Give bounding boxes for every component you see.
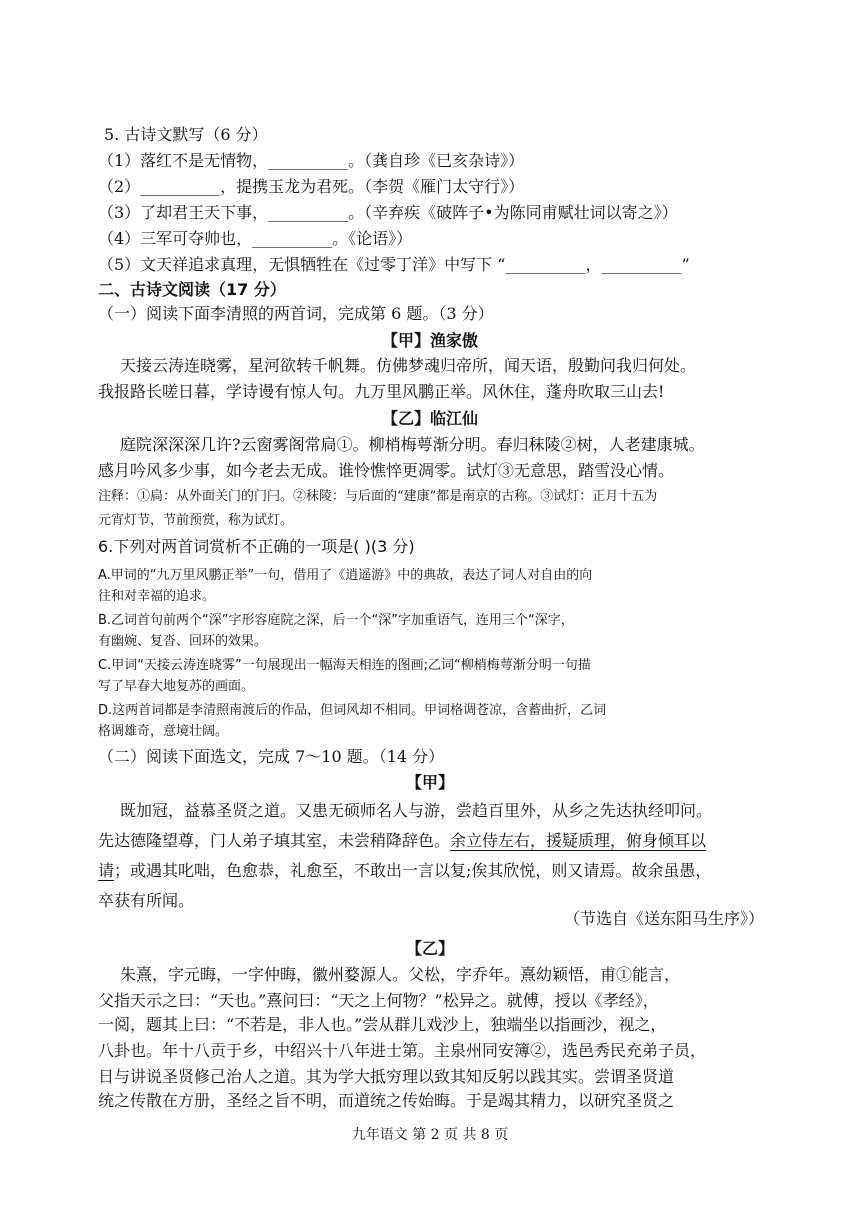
poem-b-title: 【乙】临江仙 [381,409,478,428]
recite-item-5: （5）文天祥追求真理，无惧牺牲在《过零丁洋》中写下 “__________，__________” [98,255,690,274]
text-b-line-5: 日与讲说圣贤修己治人之道。其为学大抵穷理以致其知反躬以践其实。尝谓圣贤道 [98,1067,675,1086]
option-d-line-1: D.这两首词都是李清照南渡后的作品，但词风却不相同。甲词格调苍凉，含蓄曲折，乙词 [98,703,607,718]
part2-sub1: （一）阅读下面李清照的两首词，完成第 6 题。（3 分） [98,304,494,323]
recite-item-4: （4）三军可夺帅也，__________。《论语》） [98,229,413,248]
question-6: 6.下列对两首词赏析不正确的一项是( )(3 分) [98,537,415,556]
text-a-source: （节选自《送东阳马生序》） [563,909,764,928]
text-a-line-3 [98,860,711,882]
part2-heading: 二、古诗文阅读（17 分） [98,280,286,299]
text-b-line-4: 八卦也。年十八贡于乡，中绍兴十八年进士第。主泉州同安簿②，选邑秀民充弟子员， [98,1041,707,1060]
poem-b-line-2: 感月吟风多少事，如今老去无成。谁怜憔悴更凋零。试灯③无意思，踏雪没心情。 [98,461,675,480]
recite-item-2: （2）__________，提携玉龙为君死。（李贺《雁门太守行》） [98,177,525,196]
option-a-line-2: 往和对幸福的追求。 [98,589,216,604]
text-a-line-2 [98,830,706,852]
recite-item-1: （1）落红不是无情物，__________。（龚自珍《已亥杂诗》） [98,151,525,170]
text-a-line-4: 卒获有所闻。 [98,891,195,910]
text-b-line-1: 朱熹，字元晦，一字仲晦，徽州婺源人。父松，字乔年。熹幼颖悟，甫①能言， [120,965,681,984]
option-c-line-1: C.甲词“天接云涛连晓雾”一句展现出一幅海天相连的图画;乙词“柳梢梅萼渐分明一句描 [98,658,591,673]
section5-heading: 5. 古诗文默写（6 分） [104,125,268,144]
text-a-line-1: 既加冠，益慕圣贤之道。又患无硕师名人与游，尝趋百里外，从乡之先达执经叩问。 [120,801,713,820]
text-b-line-3: 一阅，题其上曰：“不若是，非人也。”尝从群儿戏沙上，独端坐以指画沙，视之， [98,1015,667,1034]
text-a-line-3-plain: ；或遇其叱咄，色愈恭，礼愈至，不敢出一言以复;俟其欣悦，则又请焉。故余虽愚， [114,861,712,880]
text-a-underlined-sentence: 余立侍左右，援疑质理，俯身倾耳以 [450,831,707,850]
option-b-line-2: 有幽婉、复沓、回环的效果。 [98,634,268,649]
recite-item-3: （3）了却君王天下事，__________。（辛弃疾《破阵子•为陈同甫赋壮词以寄之》） [98,203,678,222]
text-a-title: 【甲】 [405,773,454,792]
option-a-line-1: A.甲词的“九万里风鹏正举”一句，借用了《逍遥游》中的典故，表达了词人对自由的向 [98,568,593,583]
part2-sub2: （二）阅读下面选文，完成 7～10 题。（14 分） [98,747,445,766]
text-b-line-6: 统之传散在方册，圣经之旨不明，而道统之传始晦。于是竭其精力，以研究圣贤之 [98,1091,675,1110]
page-footer: 九年语文 第 2 页 共 8 页 [351,1127,509,1143]
poem-note-1: 注释：①扃：从外面关门的门闩。②秣陵：与后面的“建康”都是南京的古称。③试灯：正月十五为 [98,489,658,504]
option-d-line-2: 格调雄奇，意境壮阔。 [98,724,229,739]
option-b-line-1: B.乙词首句前两个“深”字形容庭院之深，后一个“深”字加重语气，连用三个“深字， [98,613,574,628]
poem-note-2: 元宵灯节，节前预赏，称为试灯。 [98,513,294,528]
option-c-line-2: 写了早春大地复苏的画面。 [98,679,255,694]
poem-a-line-1: 天接云涛连晓雾，星河欲转千帆舞。仿佛梦魂归帝所，闻天语，殷勤问我归何处。 [120,356,697,375]
text-a-line-2-plain: 先达德隆望尊，门人弟子填其室，未尝稍降辞色。 [98,831,451,850]
poem-a-title: 【甲】渔家傲 [381,331,478,350]
poem-a-line-2: 我报路长嗟日暮，学诗谩有惊人句。九万里风鹏正举。风休住，蓬舟吹取三山去! [98,382,665,401]
text-a-underlined-end: 请 [98,861,115,880]
text-b-title: 【乙】 [405,939,454,958]
text-b-line-2: 父指天示之曰：“天也。”熹问曰：“天之上何物？”松异之。就傅，授以《孝经》， [98,991,659,1010]
poem-b-line-1: 庭院深深深几许?云窗雾阁常扃①。柳梢梅萼渐分明。春归秣陵②树，人老建康城。 [120,435,705,454]
